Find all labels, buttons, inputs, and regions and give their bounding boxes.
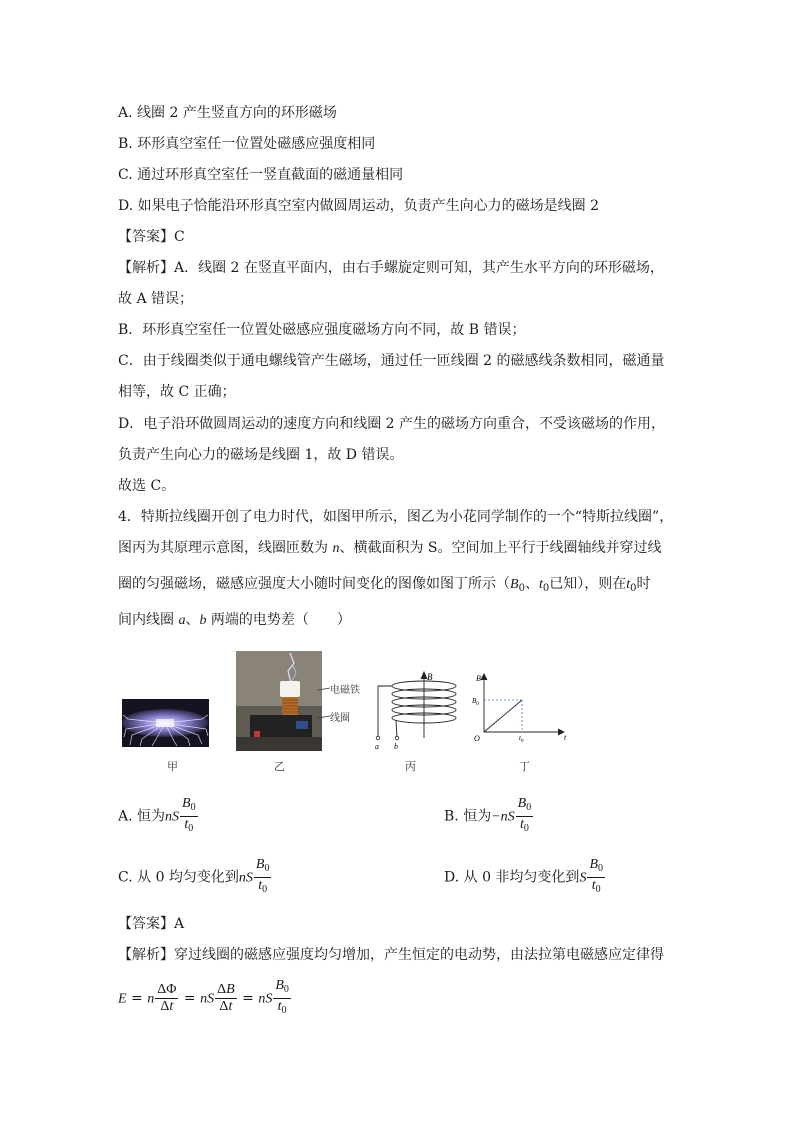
figure-label-ding: 丁 [519, 760, 530, 773]
q4-stem-line4: 间内线圈 a、b 两端的电势差（ ） [118, 612, 351, 628]
svg-text:B0: $B_0$ [472, 697, 479, 707]
q4-stem-line3: 圈的匀强磁场，磁感应强度大小随时间变化的图像如图丁所示（$B_0$、$t_0$已知），则在$t_0$时 [118, 576, 651, 594]
q4-formula: E = n $\frac{\Delta\Phi}{\Delta t}$ = nS $\frac{\Delta B}{\Delta t}$ = nS $\frac{B_0}{t_0}$ [118, 978, 289, 1016]
figure-yi-label-electromagnet: 电磁铁 [330, 685, 360, 696]
svg-text:t0: $t_0$ [519, 734, 524, 744]
q4-option-b: B. 恒为−nS $\frac{B_0}{t_0}$ [444, 796, 532, 834]
figure-yi-photo [236, 651, 322, 755]
figure-ding-y-tick: B [472, 697, 477, 705]
figure-label-bing: 丙 [405, 760, 416, 773]
q3-conclusion: 故选 C。 [118, 478, 176, 494]
q3-analysis-line: C．由于线圈类似于通电螺线管产生磁场，通过任一匝线圈 2 的磁感线条数相同，磁通量 [118, 353, 665, 369]
q4-stem-line2: 图丙为其原理示意图，线圈匝数为 n、横截面积为 S。空间加上平行于线圈轴线并穿过线 [118, 540, 662, 556]
q3-option-c: C. 通过环形真空室任一竖直截面的磁通量相同 [118, 167, 404, 183]
q3-option-a: A. 线圈 2 产生竖直方向的环形磁场 [118, 105, 337, 121]
q3-analysis-line: D．电子沿环做圆周运动的速度方向和线圈 2 产生的磁场方向重合，不受该磁场的作用， [118, 416, 666, 432]
figure-label-yi: 乙 [274, 760, 285, 773]
q3-analysis-line: B．环形真空室任一位置处磁感应强度磁场方向不同，故 B 错误； [118, 322, 526, 338]
q3-analysis-line: 故 A 错误； [118, 291, 194, 307]
figure-bing-end-b: b [394, 742, 398, 751]
figure-ding-y-label: B [476, 674, 481, 683]
q4-analysis: 【解析】穿过线圈的磁感应强度均匀增加，产生恒定的电动势，由法拉第电磁感应定律得 [118, 947, 664, 963]
q3-option-d: D. 如果电子恰能沿环形真空室内做圆周运动，负责产生向心力的磁场是线圈 2 [118, 198, 599, 214]
q4-stem-line1: 4．特斯拉线圈开创了电力时代，如图甲所示，图乙为小花同学制作的一个“特斯拉线圈”， [118, 509, 674, 525]
figure-bing-axis-label: B [427, 672, 433, 682]
figure-ding-x-tick: t [519, 734, 521, 742]
figure-ding-origin: O [474, 734, 480, 743]
q3-analysis-line: 相等，故 C 正确； [118, 384, 236, 400]
figure-ding-graph [470, 672, 570, 744]
figure-bing-diagram [366, 668, 462, 752]
figure-label-jia: 甲 [167, 760, 178, 773]
figure-yi-label-coil: 线圈 [330, 713, 350, 724]
figure-jia-photo [122, 699, 209, 751]
q4-option-c: C. 从 0 均匀变化到nS $\frac{B_0}{t_0}$ [118, 857, 270, 895]
figure-bing-end-a: a [375, 742, 379, 751]
q4-option-a: A. 恒为nS $\frac{B_0}{t_0}$ [118, 796, 196, 834]
q4-answer: 【答案】A [118, 916, 185, 932]
q3-option-b: B. 环形真空室任一位置处磁感应强度相同 [118, 136, 376, 152]
q4-option-d: D. 从 0 非均匀变化到S $\frac{B_0}{t_0}$ [444, 857, 603, 895]
q3-analysis-line: 负责产生向心力的磁场是线圈 1，故 D 错误。 [118, 447, 404, 463]
q3-answer: 【答案】C [118, 229, 185, 245]
q3-analysis-head: 【解析】A．线圈 2 在竖直平面内，由右手螺旋定则可知，其产生水平方向的环形磁场， [118, 260, 664, 276]
figure-ding-x-label: t [564, 733, 567, 742]
